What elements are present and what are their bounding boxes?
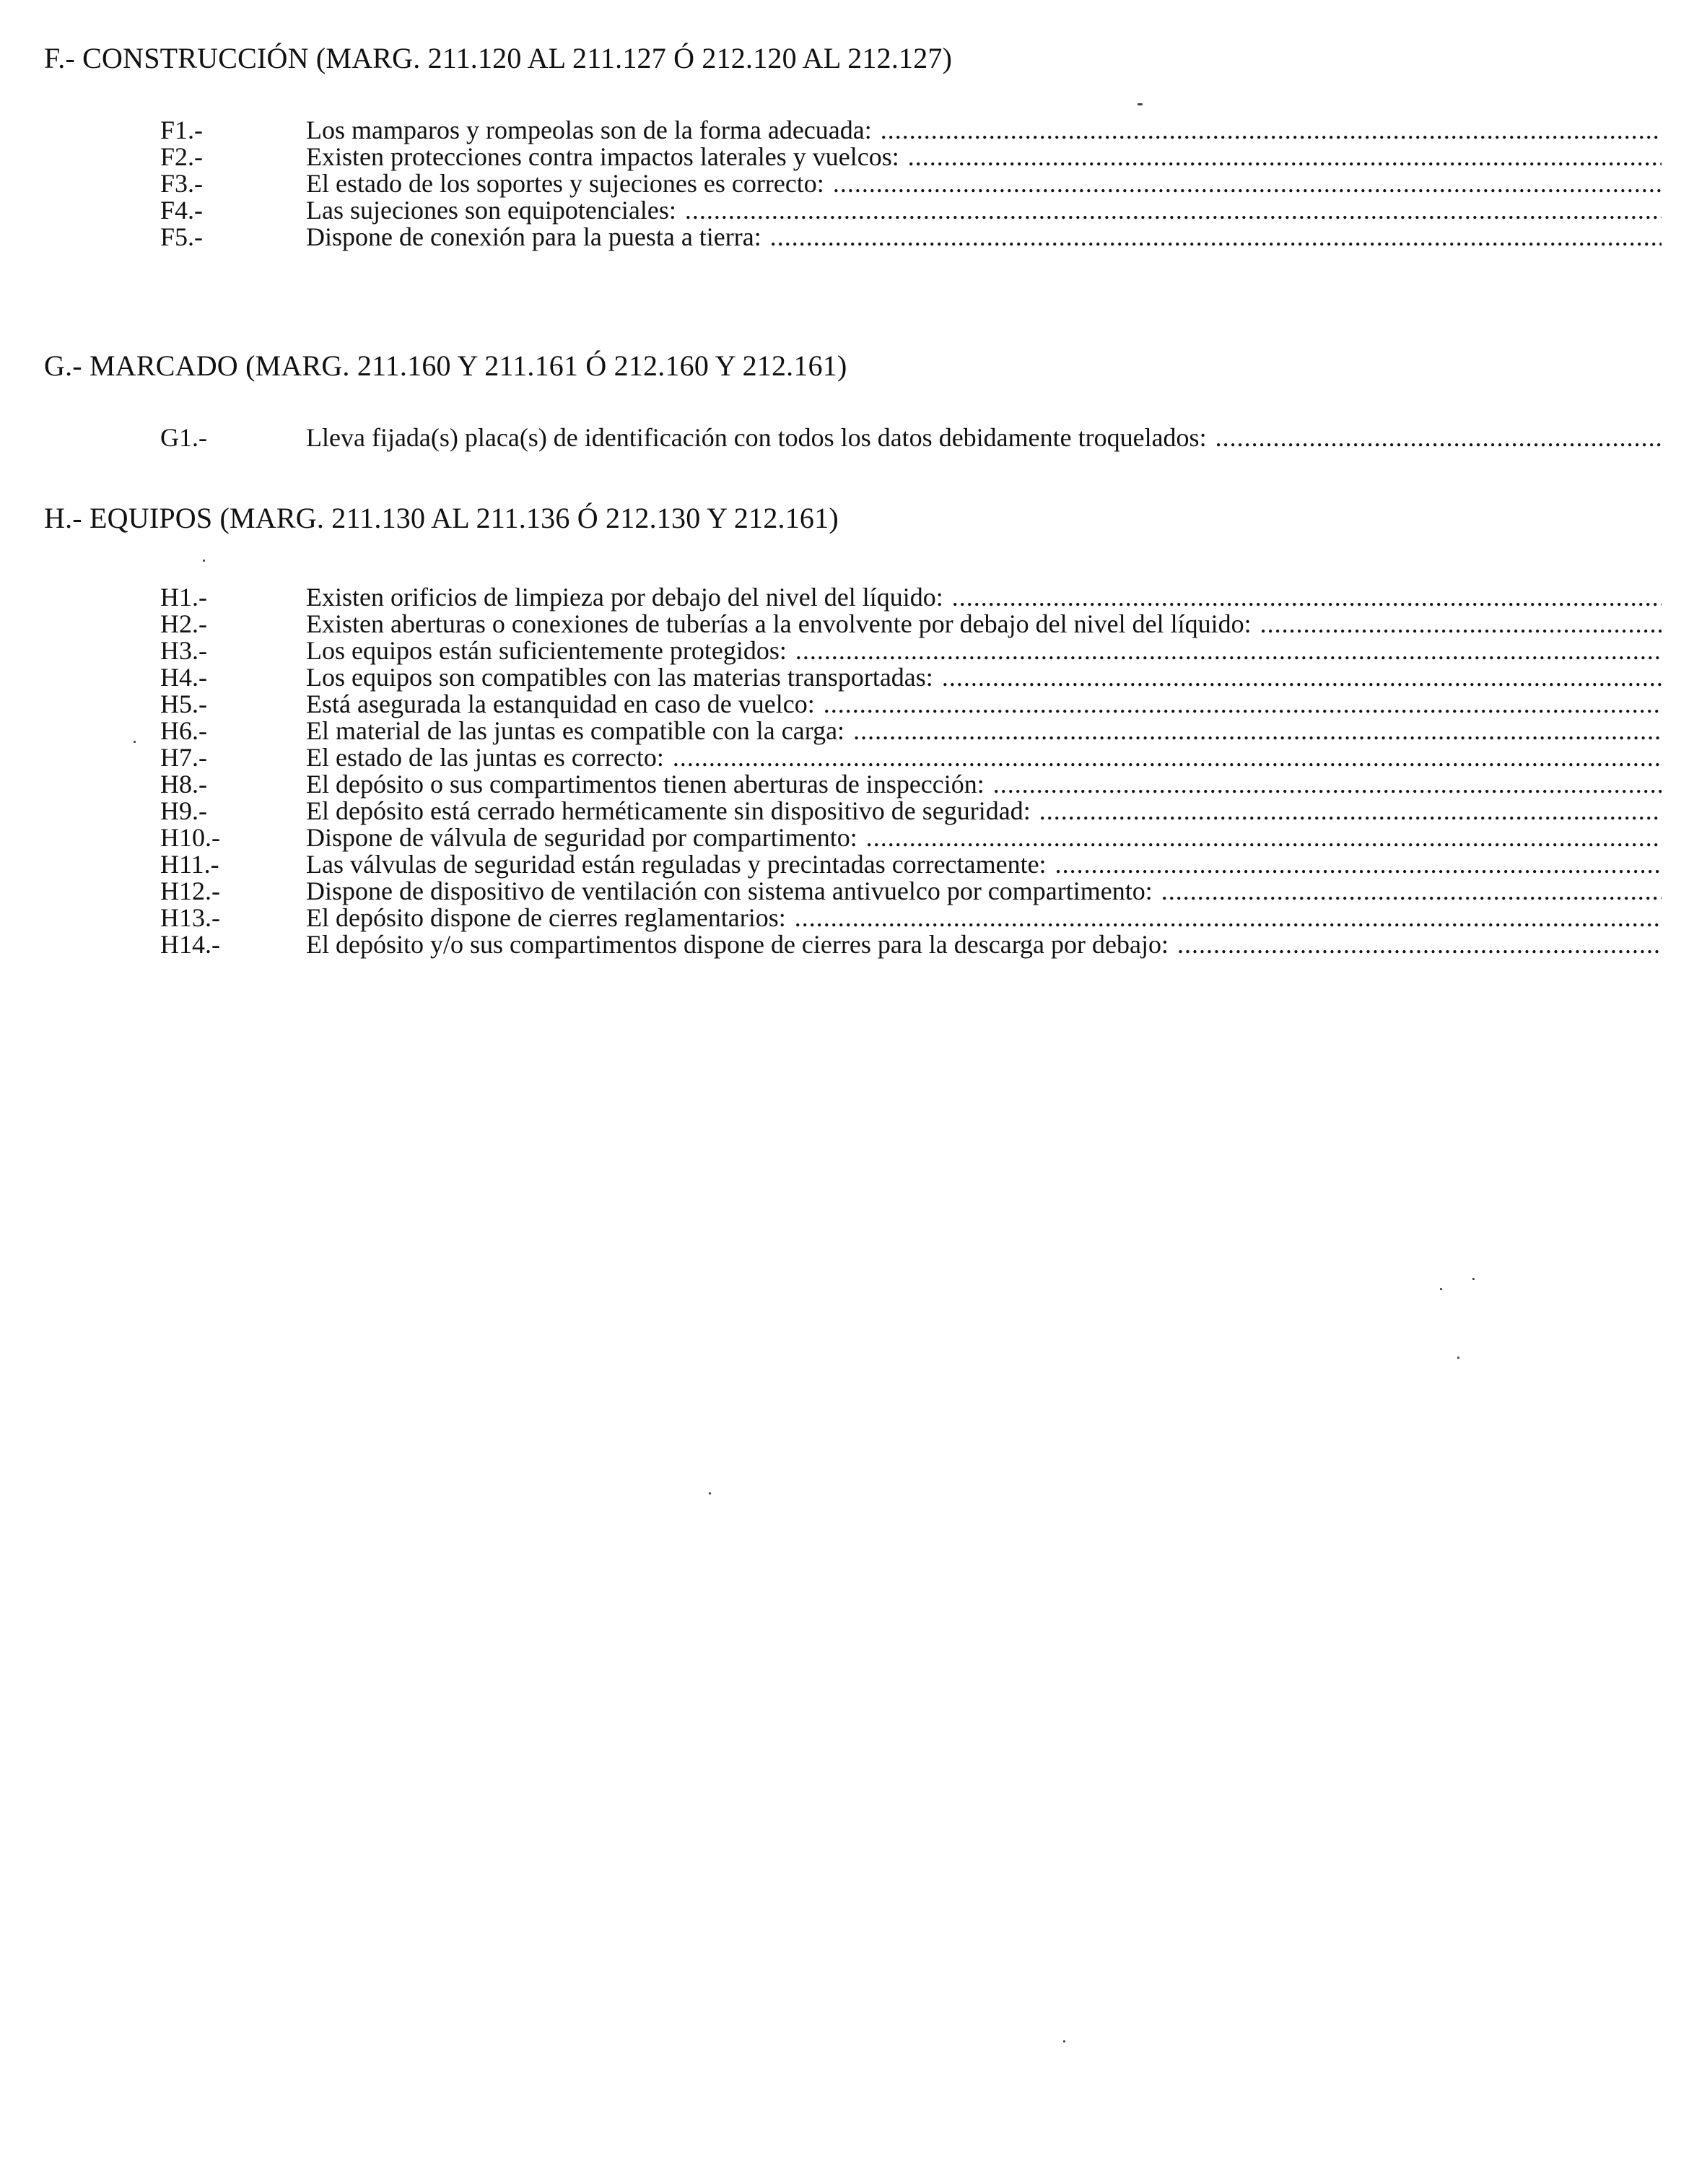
list-item — [160, 771, 1662, 798]
dot-leader — [1177, 931, 1662, 958]
item-text: El material de las juntas es compatible con la carga: — [306, 716, 845, 745]
dot-leader — [993, 771, 1662, 798]
dot-leader — [952, 584, 1662, 611]
list-item — [160, 224, 1662, 251]
item-code: H1.- — [160, 583, 207, 612]
list-item — [160, 878, 1662, 905]
list-item — [160, 117, 1662, 144]
list-item — [160, 584, 1662, 611]
dot-leader — [1055, 851, 1662, 878]
list-item — [160, 638, 1662, 664]
list-item — [160, 744, 1662, 771]
item-text: Dispone de dispositivo de ventilación con sistema antivuelco por compartimento: — [306, 876, 1153, 905]
section-g-list — [160, 425, 1662, 451]
item-code: F4.- — [160, 196, 204, 225]
scan-speck — [1063, 2040, 1065, 2042]
section-heading-h: H.- EQUIPOS (MARG. 211.130 AL 211.136 Ó 212.130 Y 212.161) — [44, 502, 839, 534]
dot-leader — [881, 117, 1662, 144]
item-code: H2.- — [160, 609, 207, 638]
item-code: H9.- — [160, 796, 207, 825]
dot-leader — [866, 825, 1662, 851]
item-code: H7.- — [160, 743, 207, 772]
item-text: Está asegurada la estanquidad en caso de vuelco: — [306, 689, 815, 718]
dot-leader — [1215, 425, 1662, 451]
item-text: Los mamparos y rompeolas son de la forma adecuada: — [306, 116, 872, 144]
item-text: Los equipos están suficientemente protegidos: — [306, 636, 787, 665]
item-text: Existen protecciones contra impactos laterales y vuelcos: — [306, 142, 899, 171]
dot-leader — [833, 170, 1662, 197]
list-item — [160, 851, 1662, 878]
item-code: H4.- — [160, 663, 207, 692]
item-code: H6.- — [160, 716, 207, 745]
scan-speck — [1138, 103, 1143, 105]
list-item — [160, 825, 1662, 851]
dot-leader — [942, 664, 1662, 691]
scan-speck — [1457, 1357, 1459, 1359]
item-text: El estado de los soportes y sujeciones es correcto: — [306, 169, 824, 198]
section-h-list — [160, 584, 1662, 958]
list-item — [160, 425, 1662, 451]
item-code: H10.- — [160, 823, 220, 852]
dot-leader — [673, 744, 1662, 771]
item-code: H11.- — [160, 850, 219, 879]
scan-speck — [134, 741, 136, 743]
item-text: El depósito está cerrado herméticamente sin dispositivo de seguridad: — [306, 796, 1031, 825]
dot-leader — [795, 638, 1662, 664]
scan-speck — [1472, 1278, 1475, 1280]
item-text: El estado de las juntas es correcto: — [306, 743, 664, 772]
item-text: El depósito y/o sus compartimentos dispone de cierres para la descarga por debajo: — [306, 930, 1169, 959]
list-item — [160, 611, 1662, 638]
list-item — [160, 197, 1662, 224]
dot-leader — [1161, 878, 1662, 905]
dot-leader — [908, 144, 1662, 170]
item-text: Dispone de válvula de seguridad por compartimento: — [306, 823, 857, 852]
dot-leader — [770, 224, 1662, 251]
item-text: El depósito dispone de cierres reglamentarios: — [306, 903, 786, 932]
item-code: H3.- — [160, 636, 207, 665]
dot-leader — [853, 718, 1662, 744]
item-text: Dispone de conexión para la puesta a tierra: — [306, 222, 761, 251]
item-code: G1.- — [160, 423, 207, 452]
dot-leader — [1260, 611, 1662, 638]
list-item — [160, 798, 1662, 825]
item-code: F5.- — [160, 222, 204, 251]
section-heading-g: G.- MARCADO (MARG. 211.160 Y 211.161 Ó 212.160 Y 212.161) — [44, 349, 847, 382]
scan-speck — [709, 1492, 711, 1495]
item-text: Existen aberturas o conexiones de tuberías a la envolvente por debajo del nivel del líquido: — [306, 609, 1252, 638]
item-text: Las sujeciones son equipotenciales: — [306, 196, 676, 225]
item-code: F1.- — [160, 116, 204, 144]
list-item — [160, 905, 1662, 931]
item-code: H8.- — [160, 770, 207, 799]
dot-leader — [795, 905, 1662, 931]
section-heading-f: F.- CONSTRUCCIÓN (MARG. 211.120 AL 211.127 Ó 212.120 AL 212.127) — [44, 42, 953, 74]
item-text: Las válvulas de seguridad están reguladas y precintadas correctamente: — [306, 850, 1047, 879]
list-item — [160, 144, 1662, 170]
list-item — [160, 931, 1662, 958]
item-code: H12.- — [160, 876, 220, 905]
section-f-list — [160, 117, 1662, 251]
item-text: Lleva fijada(s) placa(s) de identificación con todos los datos debidamente troquelados: — [306, 423, 1207, 452]
list-item — [160, 691, 1662, 718]
scan-speck — [1440, 1288, 1442, 1290]
item-code: H14.- — [160, 930, 220, 959]
scan-speck — [203, 560, 205, 562]
item-text: Existen orificios de limpieza por debajo del nivel del líquido: — [306, 583, 943, 612]
list-item — [160, 718, 1662, 744]
list-item — [160, 170, 1662, 197]
item-text: El depósito o sus compartimentos tienen aberturas de inspección: — [306, 770, 984, 799]
list-item — [160, 664, 1662, 691]
dot-leader — [824, 691, 1662, 718]
item-code: F2.- — [160, 142, 204, 171]
dot-leader — [1039, 798, 1662, 825]
dot-leader — [685, 197, 1662, 224]
item-code: F3.- — [160, 169, 204, 198]
item-code: H5.- — [160, 689, 207, 718]
item-code: H13.- — [160, 903, 220, 932]
item-text: Los equipos son compatibles con las materias transportadas: — [306, 663, 933, 692]
